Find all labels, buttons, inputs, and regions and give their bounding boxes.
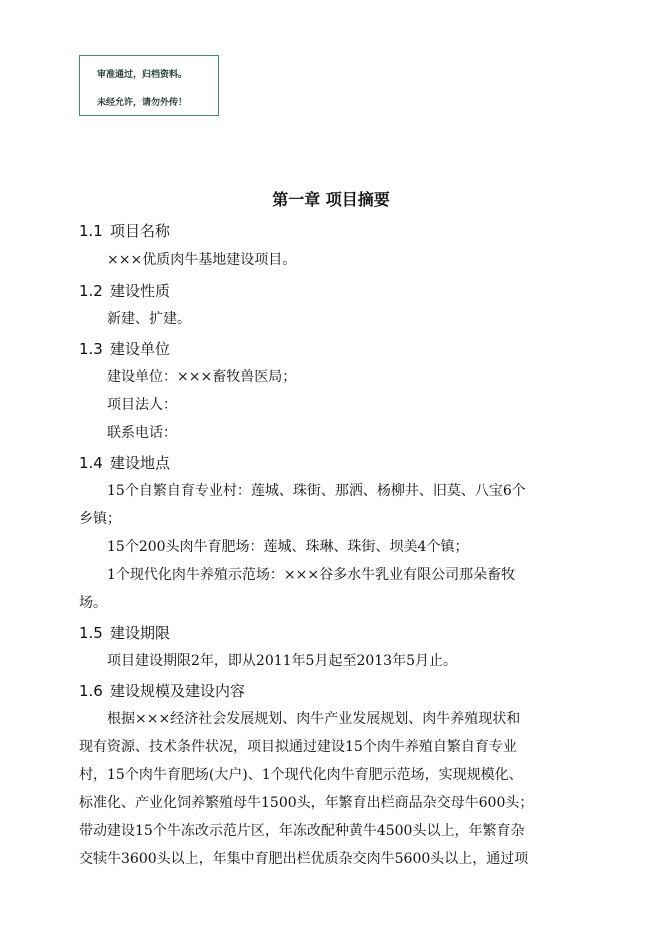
construction-nature-text: 新建、扩建。 [107, 311, 191, 327]
location-paragraph-line: 乡镇； [79, 511, 121, 527]
period-text: 项目建设期限2年，即从2011年5月起至2013年5月止。 [107, 653, 457, 669]
section-title: 建设规模及建设内容 [110, 682, 246, 700]
scale-paragraph-line: 现有资源、技术条件状况，项目拟通过建设15个肉牛养殖自繁自育专业 [79, 739, 517, 755]
section-heading-construction-unit [79, 339, 170, 359]
section-title: 建设性质 [110, 282, 171, 300]
contact-phone-text: 联系电话： [107, 425, 177, 441]
section-number: 1.4 [79, 454, 103, 472]
scale-paragraph-line: 带动建设15个牛冻改示范片区，年冻改配种黄牛4500头以上，年繁育杂 [79, 823, 525, 839]
location-paragraph-line: 场。 [79, 595, 107, 611]
approval-stamp [79, 55, 219, 116]
location-paragraph-line: 15个自繁自育专业村：莲城、珠街、那洒、杨柳井、旧莫、八宝6个 [107, 483, 526, 499]
section-heading-scale [79, 681, 245, 701]
stamp-line-approved: 审准通过，归档资料。 [97, 70, 188, 80]
section-heading-project-name [79, 221, 170, 241]
section-number: 1.1 [79, 222, 103, 240]
section-title: 建设期限 [110, 624, 171, 642]
legal-person-text: 项目法人： [107, 397, 177, 413]
scale-paragraph-line: 交犊牛3600头以上，年集中育肥出栏优质杂交肉牛5600头以上，通过项 [79, 851, 529, 867]
location-paragraph-line: 15个200头肉牛育肥场：莲城、珠琳、珠街、坝美4个镇； [107, 539, 469, 555]
location-paragraph-line: 1个现代化肉牛养殖示范场：×××谷多水牛乳业有限公司那朵畜牧 [107, 567, 516, 583]
scale-paragraph-line: 村，15个肉牛育肥场(大户)、1个现代化肉牛育肥示范场，实现规模化、 [79, 767, 523, 783]
chapter-title: 第一章 项目摘要 [272, 190, 390, 209]
stamp-line-confidential: 未经允许，请勿外传！ [97, 98, 188, 108]
project-name-text: ×××优质肉牛基地建设项目。 [107, 252, 297, 268]
section-title: 建设单位 [110, 340, 171, 358]
section-number: 1.6 [79, 682, 103, 700]
section-number: 1.3 [79, 340, 103, 358]
section-heading-construction-nature [79, 281, 170, 301]
construction-unit-text: 建设单位：×××畜牧兽医局； [107, 369, 297, 385]
section-heading-location [79, 453, 170, 473]
scale-paragraph-line: 根据×××经济社会发展规划、肉牛产业发展规划、肉牛养殖现状和 [107, 711, 521, 727]
section-heading-period [79, 623, 170, 643]
section-number: 1.2 [79, 282, 103, 300]
section-title: 建设地点 [110, 454, 171, 472]
section-number: 1.5 [79, 624, 103, 642]
section-title: 项目名称 [110, 222, 171, 240]
scale-paragraph-line: 标准化、产业化饲养繁殖母牛1500头，年繁育出栏商品杂交母牛600头； [79, 795, 534, 811]
